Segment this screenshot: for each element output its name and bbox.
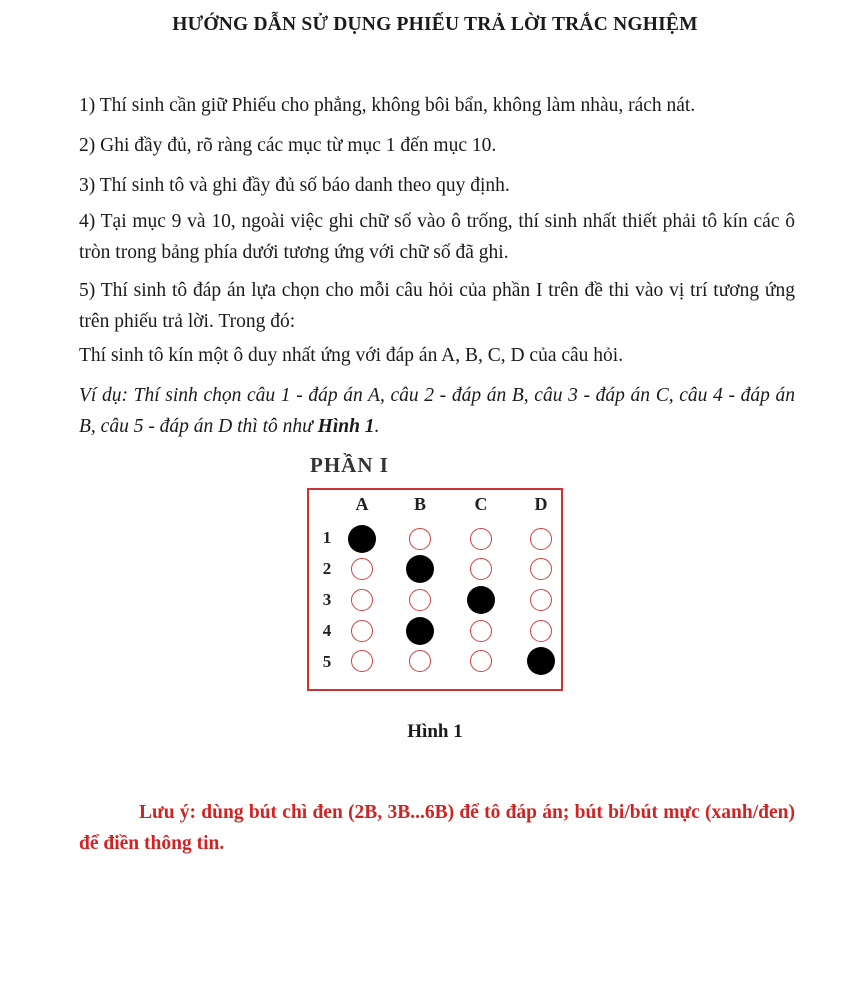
row-header-5: 5 — [322, 652, 332, 671]
filled-bubble-1-a — [348, 525, 376, 553]
empty-bubble-4-c — [470, 620, 492, 642]
row-header-4: 4 — [322, 621, 332, 640]
filled-bubble-3-c — [467, 586, 495, 614]
empty-bubble-1-b — [409, 528, 431, 550]
empty-bubble-3-a — [351, 589, 373, 611]
filled-bubble-5-d — [527, 647, 555, 675]
filled-bubble-4-b — [406, 617, 434, 645]
row-header-2: 2 — [322, 559, 332, 578]
page-title: HƯỚNG DẪN SỬ DỤNG PHIẾU TRẢ LỜI TRẮC NGHIỆM — [172, 14, 698, 35]
row-header-1: 1 — [322, 528, 332, 547]
empty-bubble-1-c — [470, 528, 492, 550]
instruction-item-6: Thí sinh tô kín một ô duy nhất ứng với đáp án A, B, C, D của câu hỏi. — [79, 345, 624, 366]
empty-bubble-2-a — [351, 558, 373, 580]
empty-bubble-5-b — [409, 650, 431, 672]
empty-bubble-2-c — [470, 558, 492, 580]
figure-section-label: PHẦN I — [310, 453, 389, 477]
column-header-a: A — [355, 494, 369, 514]
column-header-c: C — [474, 494, 488, 514]
example-figure-ref: Hình 1 — [317, 416, 375, 437]
instruction-item-1: 1) Thí sinh cần giữ Phiếu cho phẳng, không bôi bẩn, không làm nhàu, rách nát. — [79, 95, 696, 116]
empty-bubble-4-a — [351, 620, 373, 642]
empty-bubble-5-c — [470, 650, 492, 672]
instruction-item-3: 3) Thí sinh tô và ghi đầy đủ số báo danh theo quy định. — [79, 175, 510, 196]
answer-grid-box — [307, 488, 563, 691]
instruction-item-4: 4) Tại mục 9 và 10, ngoài việc ghi chữ số vào ô trống, thí sinh nhất thiết phải tô kín các ô tròn trong bảng phía dưới tương ứng với chữ số đã ghi. — [79, 211, 795, 263]
instruction-item-2: 2) Ghi đầy đủ, rõ ràng các mục từ mục 1 đến mục 10. — [79, 135, 497, 156]
empty-bubble-4-d — [530, 620, 552, 642]
empty-bubble-3-d — [530, 589, 552, 611]
empty-bubble-1-d — [530, 528, 552, 550]
figure-caption: Hình 1 — [407, 721, 463, 742]
empty-bubble-2-d — [530, 558, 552, 580]
example-end: . — [374, 416, 380, 437]
note-paragraph: Lưu ý: dùng bút chì đen (2B, 3B...6B) để tô đáp án; bút bi/bút mực (xanh/đen) để điền thông tin. — [79, 802, 795, 854]
filled-bubble-2-b — [406, 555, 434, 583]
column-header-d: D — [534, 494, 548, 514]
row-header-3: 3 — [322, 590, 332, 609]
example-paragraph — [79, 380, 795, 442]
column-header-b: B — [413, 494, 426, 514]
empty-bubble-3-b — [409, 589, 431, 611]
example-text: Ví dụ: Thí sinh chọn câu 1 - đáp án A, câu 2 - đáp án B, câu 3 - đáp án C, câu 4 - đáp án B, câu 5 - đáp án D thì tô như — [79, 385, 795, 437]
empty-bubble-5-a — [351, 650, 373, 672]
instruction-item-5: 5) Thí sinh tô đáp án lựa chọn cho mỗi câu hỏi của phần I trên đề thi vào vị trí tương ứng trên phiếu trả lời. Trong đó: — [79, 280, 795, 332]
